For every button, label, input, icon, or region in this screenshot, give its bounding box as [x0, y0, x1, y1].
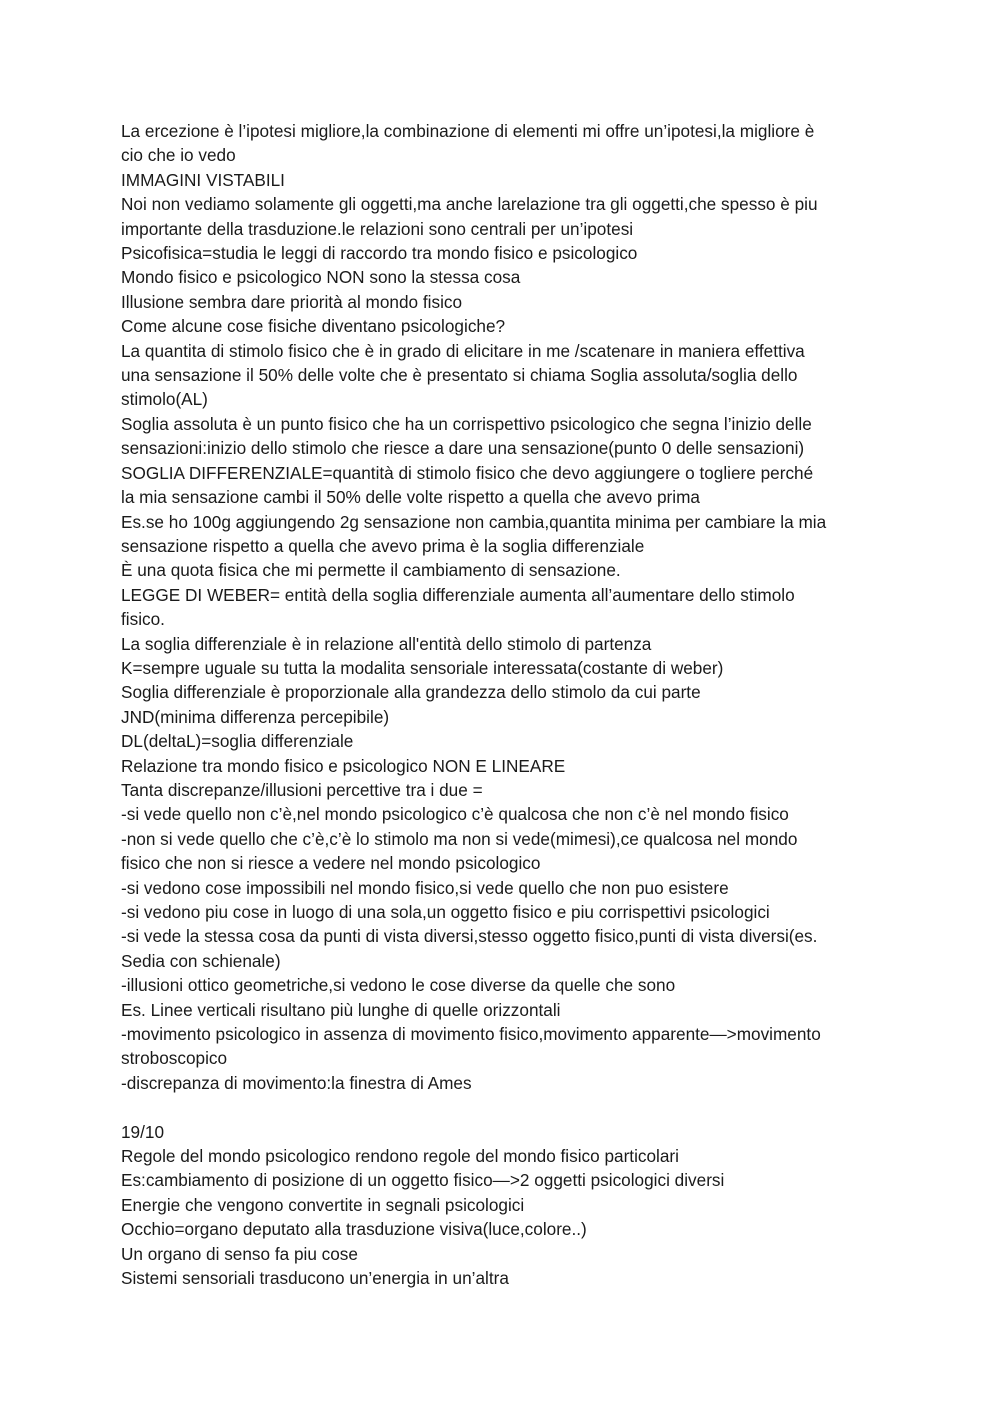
text-line: fisico che non si riesce a vedere nel mondo psicologico — [121, 853, 541, 874]
text-line: stroboscopico — [121, 1048, 228, 1069]
paragraph-spacer — [121, 1095, 891, 1119]
text-line: -si vede la stessa cosa da punti di vista diversi,stesso oggetto fisico,punti di vista diversi(es. — [121, 926, 818, 947]
text-line: Soglia assoluta è un punto fisico che ha un corrispettivo psicologico che segna l’inizio delle — [121, 413, 812, 434]
text-line: Soglia differenziale è proporzionale alla grandezza dello stimolo da cui parte — [121, 682, 701, 703]
text-line: -si vedono cose impossibili nel mondo fisico,si vede quello che non puo esistere — [121, 877, 729, 898]
text-line: -discrepanza di movimento:la finestra di Ames — [121, 1072, 472, 1093]
text-line: DL(deltaL)=soglia differenziale — [121, 731, 354, 752]
text-line: Mondo fisico e psicologico NON sono la stessa cosa — [121, 267, 521, 288]
text-line: Regole del mondo psicologico rendono regole del mondo fisico particolari — [121, 1146, 679, 1167]
text-line: Relazione tra mondo fisico e psicologico NON E LINEARE — [121, 755, 566, 776]
text-line: stimolo(AL) — [121, 389, 208, 410]
text-line: fisico. — [121, 609, 165, 630]
text-line: sensazione rispetto a quella che avevo prima è la soglia differenziale — [121, 535, 645, 556]
text-line: -non si vede quello che c’è,c’è lo stimolo ma non si vede(mimesi),ce qualcosa nel mondo — [121, 828, 798, 849]
text-line: Psicofisica=studia le leggi di raccordo tra mondo fisico e psicologico — [121, 243, 638, 264]
text-line: cio che io vedo — [121, 145, 236, 166]
text-line: È una quota fisica che mi permette il cambiamento di sensazione. — [121, 560, 621, 581]
text-line: Tanta discrepanze/illusioni percettive tra i due = — [121, 779, 483, 800]
text-line: -movimento psicologico in assenza di movimento fisico,movimento apparente—>movimento — [121, 1024, 821, 1045]
document-page — [121, 119, 891, 1290]
text-line: Come alcune cose fisiche diventano psicologiche? — [121, 316, 506, 337]
text-line: JND(minima differenza percepibile) — [121, 706, 390, 727]
text-line: SOGLIA DIFFERENZIALE=quantità di stimolo fisico che devo aggiungere o togliere perché — [121, 462, 814, 483]
text-line: Energie che vengono convertite in segnali psicologici — [121, 1194, 525, 1215]
text-line: Es.se ho 100g aggiungendo 2g sensazione non cambia,quantita minima per cambiare la mia — [121, 511, 827, 532]
text-line: Illusione sembra dare priorità al mondo fisico — [121, 291, 463, 312]
text-line: Sedia con schienale) — [121, 950, 281, 971]
text-line: -si vedono piu cose in luogo di una sola,un oggetto fisico e piu corrispettivi psicologici — [121, 902, 770, 922]
text-line: -illusioni ottico geometriche,si vedono le cose diverse da quelle che sono — [121, 975, 676, 996]
date-heading: 19/10 — [121, 1121, 165, 1142]
text-line: sensazioni:inizio dello stimolo che riesce a dare una sensazione(punto 0 delle sensazioni) — [121, 438, 805, 459]
text-line: Es:cambiamento di posizione di un oggetto fisico—>2 oggetti psicologici diversi — [121, 1170, 725, 1191]
text-line: LEGGE DI WEBER= entità della soglia differenziale aumenta all’aumentare dello stimolo — [121, 584, 795, 605]
text-line: Es. Linee verticali risultano più lunghe di quelle orizzontali — [121, 999, 561, 1020]
text-line: importante della trasduzione.le relazioni sono centrali per un’ipotesi — [121, 218, 634, 239]
text-line: Noi non vediamo solamente gli oggetti,ma anche larelazione tra gli oggetti,che spesso è piu — [121, 194, 818, 215]
text-line: Un organo di senso fa piu cose — [121, 1243, 358, 1264]
text-line: Sistemi sensoriali trasducono un’energia in un’altra — [121, 1268, 509, 1289]
text-line: Occhio=organo deputato alla trasduzione visiva(luce,colore..) — [121, 1219, 587, 1240]
text-line: IMMAGINI VISTABILI — [121, 169, 285, 190]
text-line: La quantita di stimolo fisico che è in grado di elicitare in me /scatenare in maniera effettiva — [121, 340, 805, 361]
text-line: una sensazione il 50% delle volte che è presentato si chiama Soglia assoluta/soglia dello — [121, 365, 798, 386]
text-line: La ercezione è l’ipotesi migliore,la combinazione di elementi mi offre un’ipotesi,la migliore è — [121, 121, 815, 141]
text-line: -si vede quello non c’è,nel mondo psicologico c’è qualcosa che non c’è nel mondo fisico — [121, 804, 789, 825]
text-line: K=sempre uguale su tutta la modalita sensoriale interessata(costante di weber) — [121, 657, 724, 678]
text-line: la mia sensazione cambi il 50% delle volte rispetto a quella che avevo prima — [121, 487, 700, 508]
text-line: La soglia differenziale è in relazione all'entità dello stimolo di partenza — [121, 633, 652, 654]
